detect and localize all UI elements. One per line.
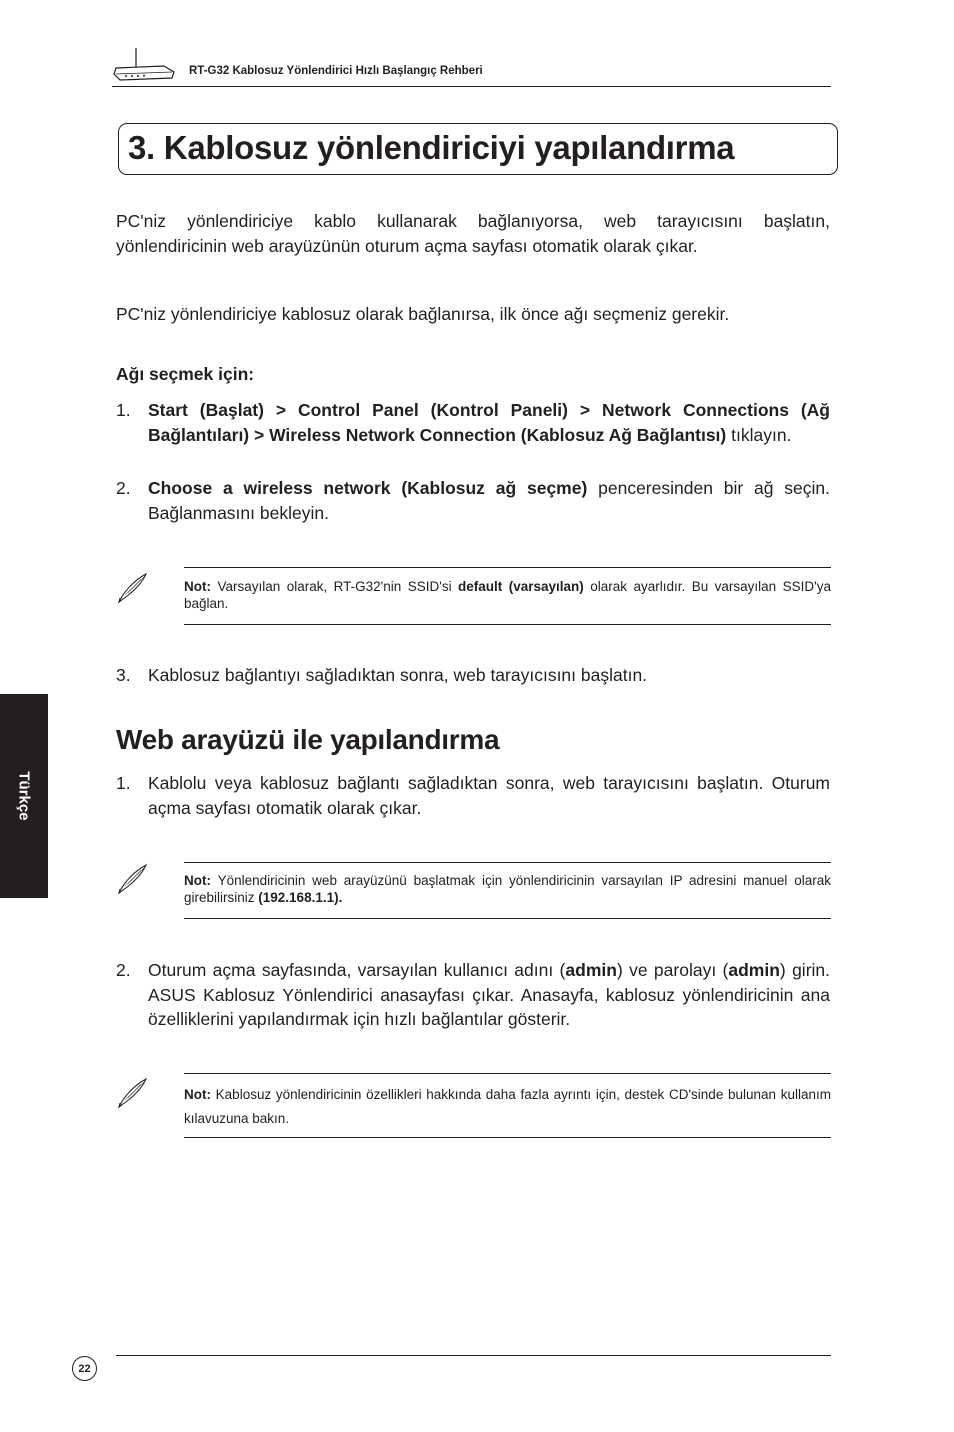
note-divider: [184, 1073, 831, 1074]
default-password: admin: [728, 960, 780, 980]
note-text-part: olarak ayarlıdır. Bu varsayılan SSID'ya bağlan.: [184, 579, 831, 611]
note-text-part: Kablosuz yönlendiricinin özellikleri hakkında daha fazla ayrıntı için, destek CD'sinde bulunan kullanım kılavuzuna bakın.: [184, 1087, 831, 1126]
page-number: 22: [72, 1356, 97, 1381]
step-text-part: ) ve parolayı (: [616, 960, 729, 980]
step-number: 1.: [116, 773, 131, 793]
default-username: admin: [565, 960, 617, 980]
select-network-heading: Ağı seçmek için:: [116, 364, 255, 384]
step-text-part: ) girin. ASUS Kablosuz Yönlendirici anasayfası çıkar. Anasayfa, kablosuz yönlendiricinin ana özelliklerini yapılandırmak için hızlı bağlantılar gösterir.: [148, 960, 831, 1029]
step-number: 1.: [116, 400, 131, 420]
note-text-part: Yönlendiricinin web arayüzünü başlatmak için yönlendiricinin varsayılan IP adresini manuel olarak girebilirsiniz: [184, 873, 831, 905]
footer-divider: [116, 1355, 831, 1356]
note-bold: (192.168.1.1).: [258, 890, 343, 905]
step-text: Kablolu veya kablosuz bağlantı sağladıktan sonra, web tarayıcısını başlatın. Oturum açma sayfası otomatik olarak çıkar.: [148, 773, 830, 818]
note-text: [184, 578, 831, 612]
pen-note-icon: [113, 1076, 151, 1110]
note-divider: [184, 862, 831, 863]
step-bold-path: Start (Başlat) > Control Panel (Kontrol Paneli) > Network Connections (Ağ Bağlantıları) > Wireless Network Connection (Kablosuz Ağ Bağlantısı): [148, 400, 830, 445]
note-label: Not:: [184, 579, 211, 594]
step-number: 2.: [116, 960, 131, 980]
step-rest: tıklayın.: [726, 424, 792, 445]
step-number: 2.: [116, 478, 131, 498]
step-rest: penceresinden bir ağ seçin. Bağlanmasını bekleyin.: [148, 478, 830, 523]
intro-paragraph-2: PC'niz yönlendiriciye kablosuz olarak bağlanırsa, ilk önce ağı seçmeniz gerekir.: [116, 304, 730, 324]
pen-note-icon: [113, 571, 151, 605]
step-text-part: Oturum açma sayfasında, varsayılan kullanıcı adını (: [148, 960, 566, 980]
step-bold-window: Choose a wireless network (Kablosuz ağ seçme): [148, 478, 588, 498]
step-text: Kablosuz bağlantıyı sağladıktan sonra, web tarayıcısını başlatın.: [148, 665, 648, 685]
note-divider: [184, 918, 831, 919]
note-label: Not:: [184, 873, 211, 888]
language-tab-label: Türkçe: [15, 771, 33, 821]
note-divider: [184, 624, 831, 625]
pen-note-icon: [113, 862, 151, 896]
section-title: 3. Kablosuz yönlendiriciyi yapılandırma: [128, 129, 735, 166]
note-divider: [184, 567, 831, 568]
header-title: RT-G32 Kablosuz Yönlendirici Hızlı Başlangıç Rehberi: [189, 65, 483, 77]
step-text: [148, 958, 830, 1032]
note-text: [184, 872, 831, 906]
step-text: [148, 476, 830, 525]
note-divider: [184, 1137, 831, 1138]
note-text: [184, 1083, 831, 1131]
step-number: 3.: [116, 665, 131, 685]
step-text: [148, 398, 830, 447]
note-label: Not:: [184, 1087, 211, 1102]
router-icon: [112, 46, 178, 82]
header-divider: [112, 86, 831, 87]
web-config-heading: Web arayüzü ile yapılandırma: [116, 724, 500, 755]
note-bold: default (varsayılan): [458, 579, 584, 594]
intro-paragraph-1: PC'niz yönlendiriciye kablo kullanarak bağlanıyorsa, web tarayıcısını başlatın, yönlendiricinin web arayüzünün oturum açma sayfası otomatik olarak çıkar.: [116, 211, 830, 256]
note-text-part: Varsayılan olarak, RT-G32'nin SSID'si: [211, 579, 459, 594]
